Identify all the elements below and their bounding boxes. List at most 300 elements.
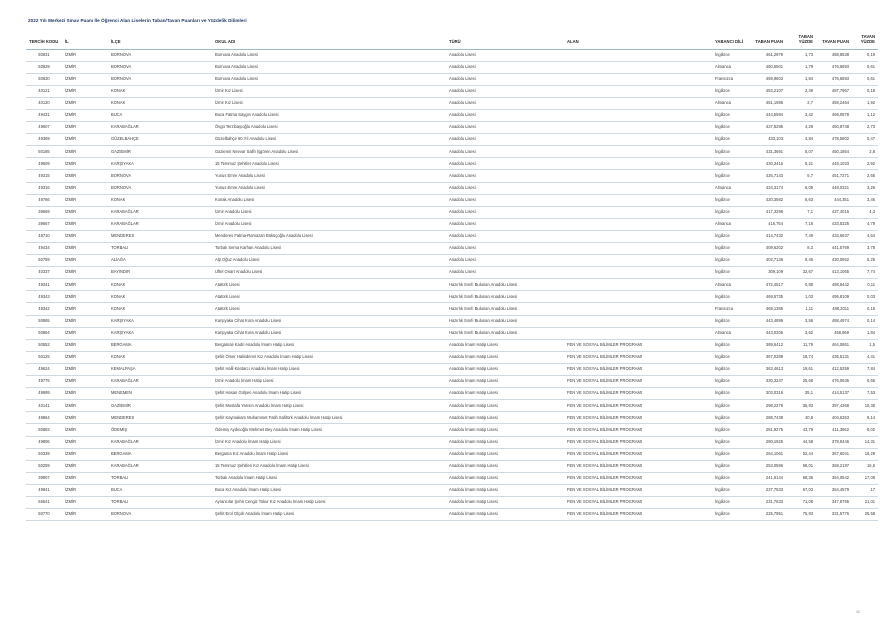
cell-taban-puan: 402,7136 xyxy=(750,255,786,267)
cell-tercih-kodu: 40337 xyxy=(26,267,62,279)
table-row xyxy=(26,122,878,134)
cell-turu: Anadolu İmam Hatip Lisesi xyxy=(446,448,564,460)
table-row xyxy=(26,49,878,61)
cell-yabanci-dili: İngilizce xyxy=(712,255,750,267)
cell-tavan-yuzde: 4,64 xyxy=(852,230,878,242)
cell-okul-adi: Bornova Anadolu Lisesi xyxy=(212,49,446,61)
cell-okul-adi: Uftel Onart Anadolu Lisesi xyxy=(212,267,446,279)
table-row xyxy=(26,400,878,412)
cell-tavan-yuzde: 2,65 xyxy=(852,170,878,182)
cell-ilce: BUCA xyxy=(108,109,212,121)
cell-il: İZMİR xyxy=(62,303,108,315)
cell-tavan-yuzde: 17 xyxy=(852,484,878,496)
cell-yabanci-dili: Fransızca xyxy=(712,73,750,85)
cell-yabanci-dili: İngilizce xyxy=(712,315,750,327)
table-row xyxy=(26,448,878,460)
cell-tercih-kodu: 49775 xyxy=(26,376,62,388)
cell-tercih-kodu: 49841 xyxy=(26,484,62,496)
scores-table xyxy=(26,32,878,521)
cell-ilce: BERGAMA xyxy=(108,448,212,460)
cell-tavan-yuzde: 1,84 xyxy=(852,327,878,339)
cell-yabanci-dili: İngilizce xyxy=(712,448,750,460)
cell-tercih-kodu: 50831 xyxy=(26,49,62,61)
cell-alan xyxy=(564,218,712,230)
cell-il: İZMİR xyxy=(62,472,108,484)
cell-turu: Anadolu İmam Hatip Lisesi xyxy=(446,496,564,508)
cell-turu: Anadolu İmam Hatip Lisesi xyxy=(446,351,564,363)
cell-yabanci-dili: Almanca xyxy=(712,218,750,230)
cell-tavan-puan: 487,7967 xyxy=(816,85,852,97)
cell-turu: Anadolu Lisesi xyxy=(446,49,564,61)
column-header-ilce: İLÇE xyxy=(108,32,212,49)
cell-il: İZMİR xyxy=(62,97,108,109)
table-row xyxy=(26,327,878,339)
cell-turu: Hazırlık Sınıfı Bulunan Anadolu Lisesi xyxy=(446,279,564,291)
cell-taban-puan: 469,1385 xyxy=(750,303,786,315)
cell-okul-adi: 15 Temmuz Şehitler Anadolu Lisesi xyxy=(212,158,446,170)
cell-yabanci-dili: İngilizce xyxy=(712,400,750,412)
cell-tavan-puan: 378,9446 xyxy=(816,436,852,448)
cell-turu: Anadolu Lisesi xyxy=(446,134,564,146)
cell-ilce: KONAK xyxy=(108,279,212,291)
cell-tavan-yuzde: 0,61 xyxy=(852,73,878,85)
cell-yabanci-dili: Almanca xyxy=(712,97,750,109)
cell-yabanci-dili: İngilizce xyxy=(712,85,750,97)
cell-turu: Anadolu İmam Hatip Lisesi xyxy=(446,376,564,388)
cell-taban-yuzde: 3,62 xyxy=(786,327,816,339)
cell-turu: Anadolu İmam Hatip Lisesi xyxy=(446,436,564,448)
cell-yabanci-dili: İngilizce xyxy=(712,170,750,182)
cell-tercih-kodu: 49624 xyxy=(26,363,62,375)
cell-il: İZMİR xyxy=(62,436,108,448)
cell-okul-adi: Bergama Kız Anadolu İmam Hatip Lisesi xyxy=(212,448,446,460)
cell-taban-yuzde: 67,03 xyxy=(786,484,816,496)
cell-taban-puan: 231,7633 xyxy=(750,496,786,508)
cell-tavan-yuzde: 3,78 xyxy=(852,243,878,255)
cell-taban-puan: 437,5295 xyxy=(750,122,786,134)
cell-yabanci-dili: İngilizce xyxy=(712,291,750,303)
cell-okul-adi: Menderes Fatma-Ramazan Büküçoğlu Anadolu Lisesi xyxy=(212,230,446,242)
cell-turu: Anadolu Lisesi xyxy=(446,146,564,158)
table-row xyxy=(26,85,878,97)
cell-tavan-yuzde: 17,08 xyxy=(852,472,878,484)
cell-alan xyxy=(564,327,712,339)
cell-tercih-kodu: 50125 xyxy=(26,351,62,363)
cell-tercih-kodu: 50339 xyxy=(26,448,62,460)
cell-taban-yuzde: 2,49 xyxy=(786,85,816,97)
cell-ilce: MENDERES xyxy=(108,412,212,424)
table-row xyxy=(26,496,878,508)
cell-turu: Anadolu Lisesi xyxy=(446,182,564,194)
cell-taban-puan: 417,3296 xyxy=(750,206,786,218)
cell-taban-puan: 430,3416 xyxy=(750,158,786,170)
cell-tercih-kodu: 50770 xyxy=(26,509,62,521)
cell-turu: Anadolu Lisesi xyxy=(446,170,564,182)
cell-alan: FEN VE SOSYAL BİLİMLER PROGRAMI xyxy=(564,472,712,484)
cell-tavan-yuzde: 0,11 xyxy=(852,279,878,291)
cell-tercih-kodu: 50865 xyxy=(26,315,62,327)
cell-okul-adi: Yunus Emre Anadolu Lisesi xyxy=(212,182,446,194)
cell-okul-adi: Şehit Mustafa Yarısın Anadolu İmam Hatip Lisesi xyxy=(212,400,446,412)
column-header-yabanci-dili: YABANCI DİLİ xyxy=(712,32,750,49)
cell-turu: Anadolu Lisesi xyxy=(446,218,564,230)
cell-taban-yuzde: 40,8 xyxy=(786,412,816,424)
cell-ilce: KONAK xyxy=(108,303,212,315)
cell-tercih-kodu: 49864 xyxy=(26,412,62,424)
table-row xyxy=(26,255,878,267)
cell-alan xyxy=(564,134,712,146)
cell-turu: Hazırlık Sınıfı Bulunan Anadolu Lisesi xyxy=(446,327,564,339)
cell-turu: Anadolu Lisesi xyxy=(446,73,564,85)
cell-yabanci-dili: İngilizce xyxy=(712,134,750,146)
cell-tavan-yuzde: 25,58 xyxy=(852,509,878,521)
cell-alan: FEN VE SOSYAL BİLİMLER PROGRAMI xyxy=(564,424,712,436)
cell-tavan-puan: 434,6637 xyxy=(816,230,852,242)
cell-turu: Hazırlık Sınıfı Bulunan Anadolu Lisesi xyxy=(446,315,564,327)
cell-turu: Anadolu Lisesi xyxy=(446,158,564,170)
table-row xyxy=(26,218,878,230)
table-row xyxy=(26,243,878,255)
cell-tavan-puan: 397,4368 xyxy=(816,400,852,412)
cell-tavan-yuzde: 10,38 xyxy=(852,400,878,412)
cell-tercih-kodu: 39907 xyxy=(26,472,62,484)
cell-alan xyxy=(564,230,712,242)
cell-ilce: KARABAĞLAR xyxy=(108,376,212,388)
cell-il: İZMİR xyxy=(62,61,108,73)
cell-alan: FEN VE SOSYAL BİLİMLER PROGRAMI xyxy=(564,412,712,424)
table-row xyxy=(26,267,878,279)
cell-il: İZMİR xyxy=(62,496,108,508)
table-row xyxy=(26,134,878,146)
cell-il: İZMİR xyxy=(62,194,108,206)
cell-il: İZMİR xyxy=(62,243,108,255)
cell-yabanci-dili: İngilizce xyxy=(712,146,750,158)
cell-alan: FEN VE SOSYAL BİLİMLER PROGRAMI xyxy=(564,448,712,460)
cell-taban-yuzde: 7,18 xyxy=(786,218,816,230)
cell-tercih-kodu: 49369 xyxy=(26,134,62,146)
cell-tercih-kodu: 49710 xyxy=(26,230,62,242)
cell-okul-adi: Torbalı Anadolu İmam Hatip Lisesi xyxy=(212,472,446,484)
cell-tercih-kodu: 50829 xyxy=(26,61,62,73)
cell-taban-puan: 443,4899 xyxy=(750,315,786,327)
cell-il: İZMİR xyxy=(62,484,108,496)
cell-tavan-puan: 451,7271 xyxy=(816,170,852,182)
cell-taban-yuzde: 9,46 xyxy=(786,255,816,267)
cell-okul-adi: Ödemiş Aydınoğlu Mehmet Bey Anadolu İmam Hatip Lisesi xyxy=(212,424,446,436)
cell-okul-adi: Atatürk Lisesi xyxy=(212,279,446,291)
cell-taban-yuzde: 6,09 xyxy=(786,182,816,194)
table-header-row xyxy=(26,32,878,49)
cell-turu: Anadolu Lisesi xyxy=(446,122,564,134)
cell-okul-adi: İzmir Anadolu Lisesi xyxy=(212,206,446,218)
table-row xyxy=(26,291,878,303)
table-row xyxy=(26,388,878,400)
cell-taban-yuzde: 1,84 xyxy=(786,73,816,85)
cell-tavan-yuzde: 0,14 xyxy=(852,315,878,327)
cell-taban-yuzde: 3,56 xyxy=(786,315,816,327)
cell-tercih-kodu: 49341 xyxy=(26,279,62,291)
cell-ilce: TORBALI xyxy=(108,243,212,255)
cell-taban-puan: 303,0316 xyxy=(750,388,786,400)
cell-taban-puan: 280,1925 xyxy=(750,436,786,448)
cell-il: İZMİR xyxy=(62,400,108,412)
cell-il: İZMİR xyxy=(62,363,108,375)
cell-alan: FEN VE SOSYAL BİLİMLER PROGRAMI xyxy=(564,363,712,375)
cell-tavan-yuzde: 7,53 xyxy=(852,388,878,400)
page-title: 2022 Yılı Merkezi Sınav Puanı İle Öğrenci Alan Liselerin Taban/Tavan Puanları ve Yüzdelik Dilimleri xyxy=(28,18,247,23)
cell-okul-adi: 15 Temmuz Şehitleri Kız Anadolu İmam Hatip Lisesi xyxy=(212,460,446,472)
cell-tavan-puan: 436,5131 xyxy=(816,351,852,363)
cell-yabanci-dili: İngilizce xyxy=(712,472,750,484)
cell-tavan-yuzde: 21,01 xyxy=(852,496,878,508)
cell-taban-yuzde: 25,68 xyxy=(786,376,816,388)
cell-okul-adi: Torbalı Sema Karhan Anadolu Lisesi xyxy=(212,243,446,255)
cell-taban-yuzde: 3,42 xyxy=(786,109,816,121)
cell-ilce: KARABAĞLAR xyxy=(108,218,212,230)
cell-alan: FEN VE SOSYAL BİLİMLER PROGRAMI xyxy=(564,376,712,388)
cell-tavan-puan: 331,5776 xyxy=(816,509,852,521)
cell-tavan-puan: 458,969 xyxy=(816,327,852,339)
cell-il: İZMİR xyxy=(62,73,108,85)
cell-turu: Anadolu Lisesi xyxy=(446,109,564,121)
column-header-tercih-kodu: TERCİH KODU xyxy=(26,32,62,49)
table-row xyxy=(26,509,878,521)
cell-alan: FEN VE SOSYAL BİLİMLER PROGRAMI xyxy=(564,339,712,351)
cell-il: İZMİR xyxy=(62,255,108,267)
cell-alan xyxy=(564,243,712,255)
cell-il: İZMİR xyxy=(62,291,108,303)
cell-alan: FEN VE SOSYAL BİLİMLER PROGRAMI xyxy=(564,509,712,521)
cell-okul-adi: Şehit Kaymakam Muhammet Fatih Safitürk Anadolu İmam Hatip Lisesi xyxy=(212,412,446,424)
cell-taban-puan: 459,9603 xyxy=(750,73,786,85)
cell-tercih-kodu: 49609 xyxy=(26,158,62,170)
cell-taban-puan: 433,103 xyxy=(750,134,786,146)
cell-ilce: KARŞIYAKA xyxy=(108,327,212,339)
cell-tercih-kodu: 40121 xyxy=(26,85,62,97)
cell-taban-yuzde: 35,1 xyxy=(786,388,816,400)
cell-il: İZMİR xyxy=(62,267,108,279)
cell-il: İZMİR xyxy=(62,460,108,472)
cell-taban-puan: 460,5501 xyxy=(750,61,786,73)
cell-alan xyxy=(564,267,712,279)
cell-taban-puan: 264,1061 xyxy=(750,448,786,460)
cell-yabanci-dili: İngilizce xyxy=(712,267,750,279)
cell-yabanci-dili: İngilizce xyxy=(712,363,750,375)
cell-tercih-kodu: 49607 xyxy=(26,122,62,134)
cell-yabanci-dili: İngilizce xyxy=(712,424,750,436)
cell-okul-adi: Bornova Anadolu Lisesi xyxy=(212,61,446,73)
cell-taban-puan: 253,0596 xyxy=(750,460,786,472)
cell-tavan-puan: 364,0542 xyxy=(816,472,852,484)
cell-ilce: BAYINDIR xyxy=(108,267,212,279)
cell-alan xyxy=(564,182,712,194)
cell-okul-adi: Karşıyaka Cihat Kora Anadolu Lisesi xyxy=(212,315,446,327)
cell-tercih-kodu: 65541 xyxy=(26,496,62,508)
cell-ilce: GÜZELBAHÇE xyxy=(108,134,212,146)
cell-taban-yuzde: 2,7 xyxy=(786,97,816,109)
cell-ilce: KARABAĞLAR xyxy=(108,122,212,134)
cell-tavan-yuzde: 16,6 xyxy=(852,460,878,472)
cell-taban-puan: 469,5735 xyxy=(750,291,786,303)
cell-tavan-yuzde: 2,92 xyxy=(852,158,878,170)
cell-tercih-kodu: 50552 xyxy=(26,339,62,351)
cell-turu: Anadolu İmam Hatip Lisesi xyxy=(446,509,564,521)
cell-tavan-yuzde: 2,8 xyxy=(852,146,878,158)
cell-tavan-puan: 450,8748 xyxy=(816,122,852,134)
table-row xyxy=(26,363,878,375)
cell-tavan-yuzde: 1,12 xyxy=(852,109,878,121)
table-row xyxy=(26,315,878,327)
table-row xyxy=(26,303,878,315)
cell-taban-yuzde: 4,29 xyxy=(786,122,816,134)
cell-tavan-yuzde: 4,3 xyxy=(852,206,878,218)
cell-ilce: TORBALI xyxy=(108,472,212,484)
cell-yabanci-dili: Fransızca xyxy=(712,303,750,315)
cell-il: İZMİR xyxy=(62,509,108,521)
cell-taban-puan: 416,754 xyxy=(750,218,786,230)
cell-taban-yuzde: 52,44 xyxy=(786,448,816,460)
cell-yabanci-dili: İngilizce xyxy=(712,436,750,448)
cell-tercih-kodu: 39667 xyxy=(26,218,62,230)
cell-taban-yuzde: 75,93 xyxy=(786,509,816,521)
cell-taban-puan: 330,3247 xyxy=(750,376,786,388)
cell-alan xyxy=(564,122,712,134)
cell-yabanci-dili: İngilizce xyxy=(712,206,750,218)
cell-tavan-yuzde: 9,14 xyxy=(852,412,878,424)
cell-tavan-puan: 495,8109 xyxy=(816,291,852,303)
cell-yabanci-dili: İngilizce xyxy=(712,460,750,472)
cell-turu: Anadolu İmam Hatip Lisesi xyxy=(446,484,564,496)
cell-taban-yuzde: 44,58 xyxy=(786,436,816,448)
cell-ilce: BORNOVA xyxy=(108,61,212,73)
cell-tavan-puan: 412,5259 xyxy=(816,363,852,375)
cell-turu: Anadolu Lisesi xyxy=(446,97,564,109)
cell-okul-adi: Bergamalı Kadri Anadolu İmam Hatip Lisesi xyxy=(212,339,446,351)
cell-tavan-puan: 448,0321 xyxy=(816,182,852,194)
cell-tavan-puan: 476,6893 xyxy=(816,61,852,73)
cell-tercih-kodu: 39669 xyxy=(26,206,62,218)
cell-okul-adi: Bornova Anadolu Lisesi xyxy=(212,73,446,85)
cell-tavan-yuzde: 0,61 xyxy=(852,61,878,73)
cell-alan xyxy=(564,194,712,206)
cell-tavan-puan: 476,6893 xyxy=(816,73,852,85)
cell-taban-yuzde: 1,79 xyxy=(786,61,816,73)
cell-tercih-kodu: 49316 xyxy=(26,182,62,194)
cell-turu: Anadolu İmam Hatip Lisesi xyxy=(446,363,564,375)
cell-ilce: KONAK xyxy=(108,291,212,303)
cell-tavan-puan: 437,4016 xyxy=(816,206,852,218)
cell-okul-adi: Alp Oğuz Anadolu Lisesi xyxy=(212,255,446,267)
cell-taban-puan: 409,6202 xyxy=(750,243,786,255)
cell-ilce: GAZİEMİR xyxy=(108,400,212,412)
cell-il: İZMİR xyxy=(62,339,108,351)
cell-tavan-puan: 413,1065 xyxy=(816,267,852,279)
cell-tavan-puan: 488,8538 xyxy=(816,49,852,61)
cell-taban-puan: 461,2979 xyxy=(750,49,786,61)
cell-alan xyxy=(564,73,712,85)
cell-tercih-kodu: 50759 xyxy=(26,255,62,267)
cell-tavan-puan: 444,351 xyxy=(816,194,852,206)
cell-il: İZMİR xyxy=(62,158,108,170)
cell-okul-adi: Şehit Halil Kantarcı Anadolu İmam Hatip Lisesi xyxy=(212,363,446,375)
table-row xyxy=(26,170,878,182)
cell-tavan-puan: 441,5769 xyxy=(816,243,852,255)
cell-okul-adi: Ayrancılar Şehit Cengiz Tokur Kız Anadolu İmam Hatip Lisesi xyxy=(212,496,446,508)
column-header-tavan-puan: TAVAN PUAN xyxy=(816,32,852,49)
cell-yabanci-dili: İngilizce xyxy=(712,230,750,242)
cell-ilce: BORNOVA xyxy=(108,73,212,85)
cell-tavan-yuzde: 0,19 xyxy=(852,49,878,61)
cell-taban-puan: 241,6144 xyxy=(750,472,786,484)
cell-okul-adi: Karşıyaka Cihat Kora Anadolu Lisesi xyxy=(212,327,446,339)
cell-yabanci-dili: İngilizce xyxy=(712,484,750,496)
cell-ilce: TORBALI xyxy=(108,496,212,508)
cell-turu: Anadolu İmam Hatip Lisesi xyxy=(446,388,564,400)
column-header-il: İL xyxy=(62,32,108,49)
cell-il: İZMİR xyxy=(62,182,108,194)
cell-turu: Anadolu İmam Hatip Lisesi xyxy=(446,460,564,472)
cell-ilce: BORNOVA xyxy=(108,182,212,194)
cell-tercih-kodu: 50185 xyxy=(26,146,62,158)
cell-ilce: KARABAĞLAR xyxy=(108,206,212,218)
cell-taban-yuzde: 32,67 xyxy=(786,267,816,279)
cell-alan xyxy=(564,255,712,267)
cell-ilce: ALİAĞA xyxy=(108,255,212,267)
cell-tavan-yuzde: 14,31 xyxy=(852,436,878,448)
cell-alan: FEN VE SOSYAL BİLİMLER PROGRAMI xyxy=(564,388,712,400)
cell-ilce: KONAK xyxy=(108,97,212,109)
cell-okul-adi: Güzelbahçe 60.Yıl Anadolu Lisesi xyxy=(212,134,446,146)
cell-turu: Hazırlık Sınıfı Bulunan Anadolu Lisesi xyxy=(446,303,564,315)
cell-turu: Anadolu Lisesi xyxy=(446,61,564,73)
cell-ilce: KARŞIYAKA xyxy=(108,315,212,327)
cell-taban-yuzde: 1,11 xyxy=(786,303,816,315)
cell-tercih-kodu: 50883 xyxy=(26,424,62,436)
table-row xyxy=(26,436,878,448)
cell-tavan-puan: 488,4974 xyxy=(816,315,852,327)
cell-tavan-puan: 347,8765 xyxy=(816,496,852,508)
cell-tavan-yuzde: 1,5 xyxy=(852,339,878,351)
cell-taban-yuzde: 19,61 xyxy=(786,363,816,375)
cell-taban-puan: 367,0289 xyxy=(750,351,786,363)
cell-tavan-puan: 488,2011 xyxy=(816,303,852,315)
cell-ilce: GAZİEMİR xyxy=(108,146,212,158)
cell-alan: FEN VE SOSYAL BİLİMLER PROGRAMI xyxy=(564,436,712,448)
cell-turu: Anadolu İmam Hatip Lisesi xyxy=(446,339,564,351)
cell-ilce: KONAK xyxy=(108,85,212,97)
table-row xyxy=(26,73,878,85)
cell-taban-puan: 451,1986 xyxy=(750,97,786,109)
table-row xyxy=(26,230,878,242)
cell-taban-yuzde: 7,1 xyxy=(786,206,816,218)
cell-tavan-yuzde: 7,84 xyxy=(852,363,878,375)
cell-okul-adi: Atatürk Lisesi xyxy=(212,303,446,315)
cell-yabanci-dili: Almanca xyxy=(712,182,750,194)
cell-il: İZMİR xyxy=(62,49,108,61)
cell-okul-adi: Yunus Emre Anadolu Lisesi xyxy=(212,170,446,182)
table-row xyxy=(26,206,878,218)
cell-tercih-kodu: 49431 xyxy=(26,109,62,121)
cell-ilce: BERGAMA xyxy=(108,339,212,351)
cell-tercih-kodu: 49315 xyxy=(26,170,62,182)
cell-ilce: BORNOVA xyxy=(108,509,212,521)
cell-alan: FEN VE SOSYAL BİLİMLER PROGRAMI xyxy=(564,496,712,508)
cell-taban-yuzde: 36,93 xyxy=(786,400,816,412)
cell-taban-puan: 420,3582 xyxy=(750,194,786,206)
cell-taban-puan: 443,0206 xyxy=(750,327,786,339)
cell-tercih-kodu: 49343 xyxy=(26,291,62,303)
cell-tavan-yuzde: 4,79 xyxy=(852,218,878,230)
